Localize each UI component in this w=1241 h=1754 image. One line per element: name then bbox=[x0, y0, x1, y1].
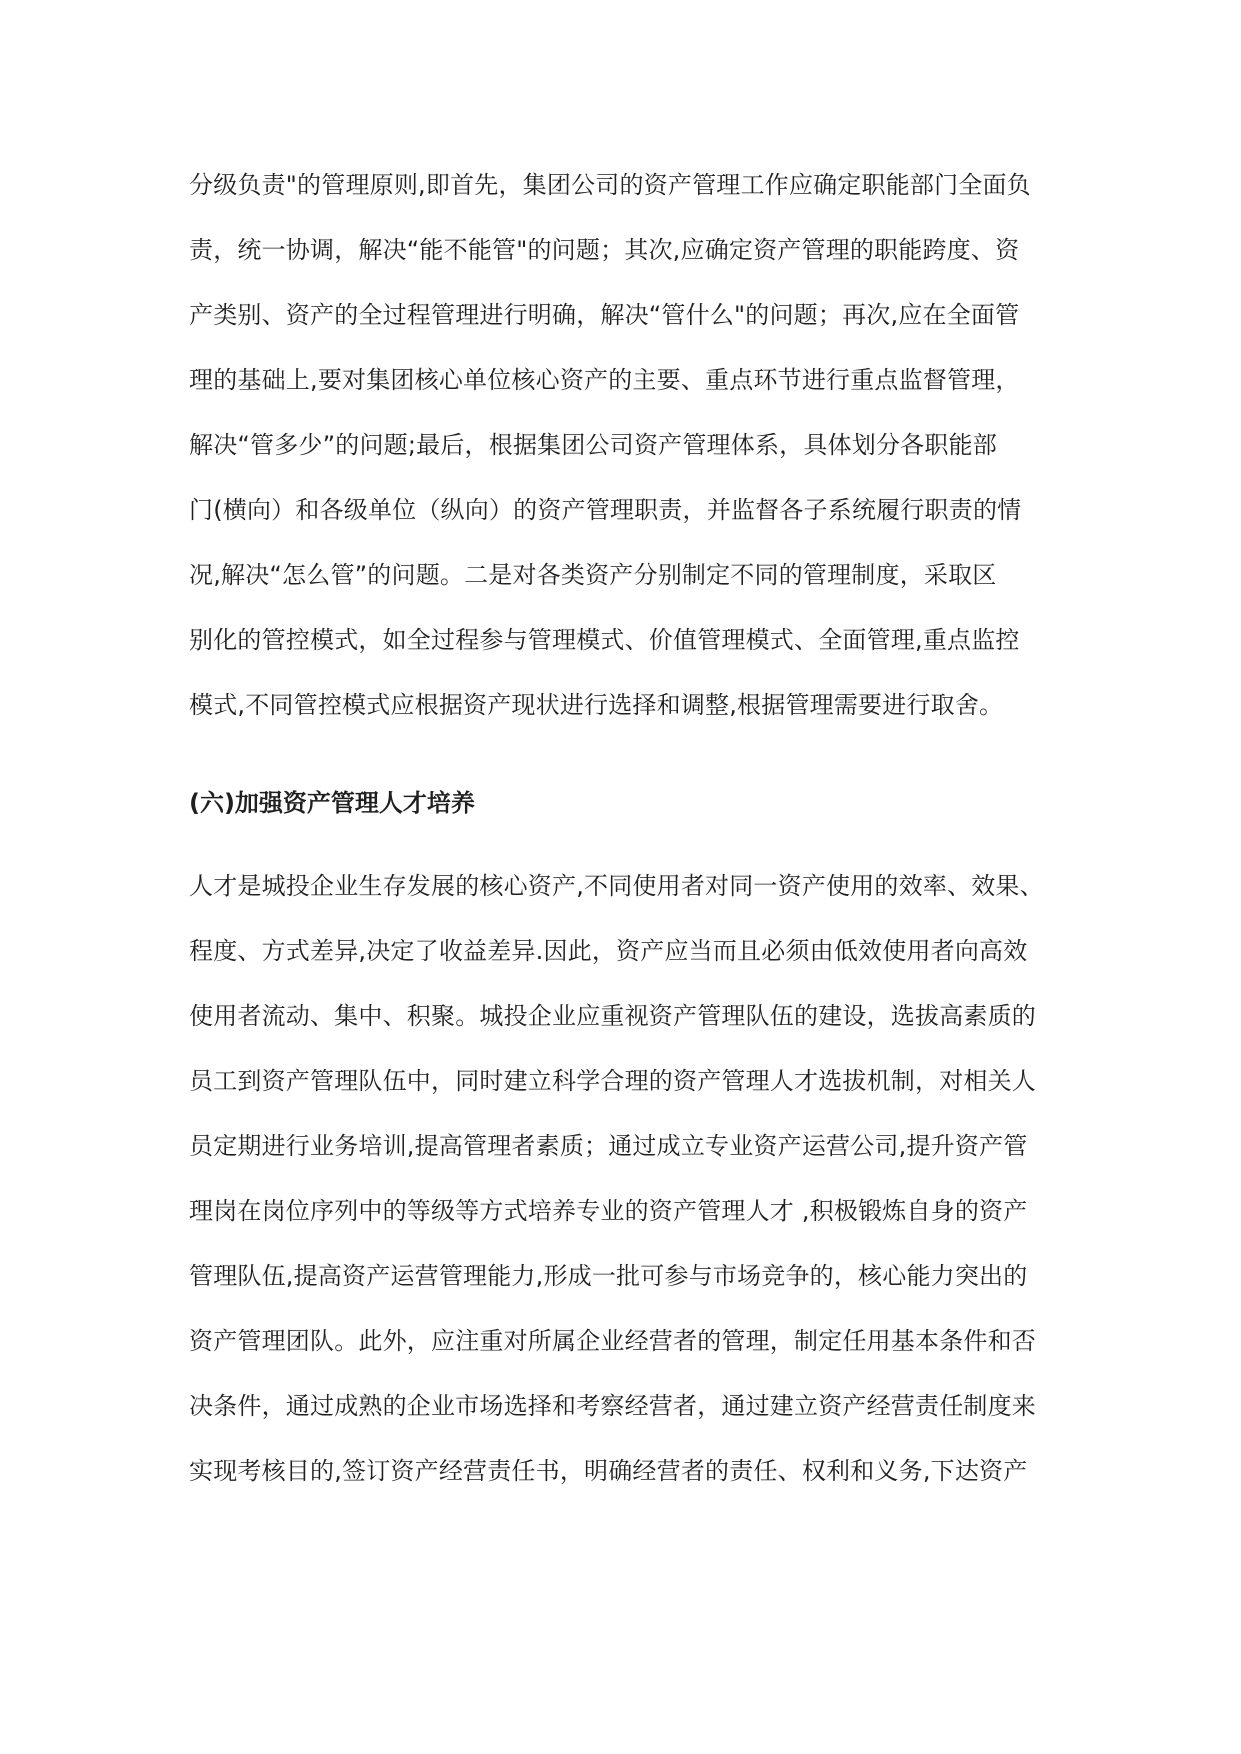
text-line: 理岗在岗位序列中的等级等方式培养专业的资产管理人才 ,积极锻炼自身的资产 bbox=[189, 1197, 1028, 1225]
text-line: 程度、方式差异,决定了收益差异.因此，资产应当而且必须由低效使用者向高效 bbox=[189, 937, 1028, 965]
text-line: 人才是城投企业生存发展的核心资产,不同使用者对同一资产使用的效率、效果、 bbox=[189, 872, 1044, 900]
text-line: 理的基础上,要对集团核心单位核心资产的主要、重点环节进行重点监督管理， bbox=[189, 366, 1020, 394]
text-line: 资产管理团队。此外，应注重对所属企业经营者的管理，制定任用基本条件和否 bbox=[189, 1327, 1036, 1355]
text-line: 使用者流动、集中、积聚。城投企业应重视资产管理队伍的建设，选拔高素质的 bbox=[189, 1002, 1036, 1030]
text-line: 员工到资产管理队伍中，同时建立科学合理的资产管理人才选拔机制，对相关人 bbox=[189, 1067, 1036, 1095]
text-line: 门(横向）和各级单位（纵向）的资产管理职责，并监督各子系统履行职责的情 bbox=[189, 496, 1022, 524]
text-line: 解决“管多少”的问题;最后，根据集团公司资产管理体系，具体划分各职能部 bbox=[189, 431, 997, 459]
text-line: 员定期进行业务培训,提高管理者素质；通过成立专业资产运营公司,提升资产管 bbox=[189, 1132, 1028, 1160]
text-line: 责，统一协调，解决“能不能管"的问题；其次,应确定资产管理的职能跨度、资 bbox=[189, 236, 1020, 264]
text-line: 决条件，通过成熟的企业市场选择和考察经营者，通过建立资产经营责任制度来 bbox=[189, 1392, 1036, 1420]
body-paragraph bbox=[189, 159, 1069, 744]
body-paragraph bbox=[189, 860, 1069, 1510]
text-line: 实现考核目的,签订资产经营责任书，明确经营者的责任、权利和义务,下达资产 bbox=[189, 1457, 1028, 1485]
text-line: 管理队伍,提高资产运营管理能力,形成一批可参与市场竞争的，核心能力突出的 bbox=[189, 1262, 1028, 1290]
text-line: 别化的管控模式，如全过程参与管理模式、价值管理模式、全面管理,重点监控 bbox=[189, 626, 1020, 654]
document-body bbox=[189, 159, 1069, 1510]
section-heading: (六)加强资产管理人才培养 bbox=[189, 789, 475, 817]
text-line: 模式,不同管控模式应根据资产现状进行选择和调整,根据管理需要进行取舍。 bbox=[189, 691, 1004, 719]
text-line: 分级负责"的管理原则,即首先，集团公司的资产管理工作应确定职能部门全面负 bbox=[189, 171, 1031, 199]
text-line: 产类别、资产的全过程管理进行明确，解决“管什么"的问题；再次,应在全面管 bbox=[189, 301, 1020, 329]
text-line: 况,解决“怎么管”的问题。二是对各类资产分别制定不同的管理制度，采取区 bbox=[189, 561, 997, 589]
